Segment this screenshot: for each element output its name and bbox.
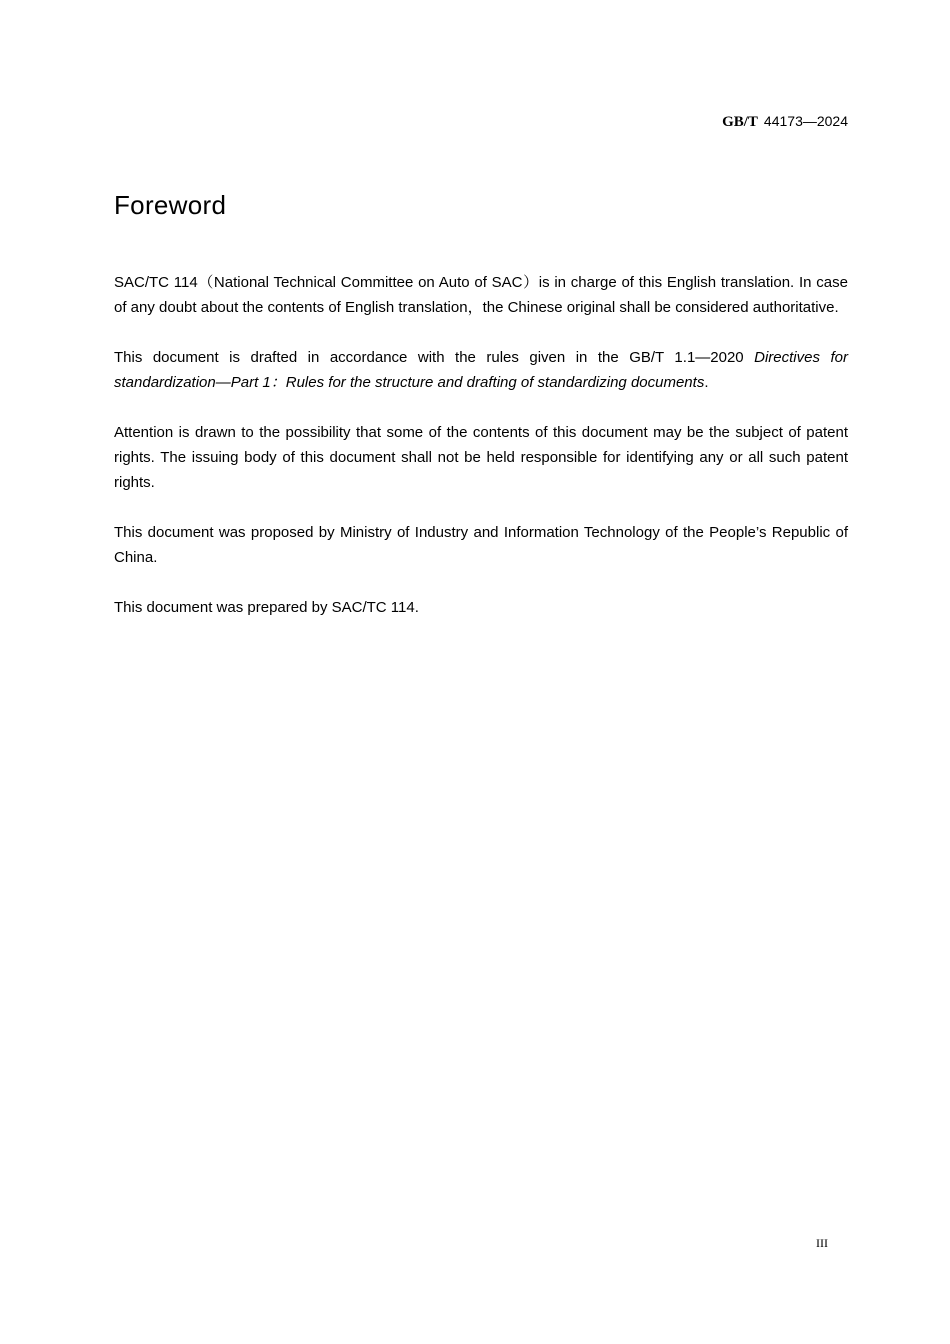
paragraph-patent-notice: Attention is drawn to the possibility that some of the contents of this document may be the subject of patent rights. The issuing body of this document shall not be held responsible for identifying any or all such patent rights.	[114, 424, 848, 491]
drafting-rules-title: Directives for standardization—Part 1：Rules for the structure and drafting of standardizing documents	[114, 349, 848, 391]
standard-code: 44173—2024	[763, 113, 848, 129]
foreword-body	[114, 270, 848, 645]
page-title: Foreword	[114, 190, 227, 220]
paragraph-translation-note: SAC/TC 114（National Technical Committee on Auto of SAC）is in charge of this English translation. In case of any doubt about the contents of English translation，the Chinese original shall be considered authoritative.	[114, 274, 848, 316]
paragraph-prepared-by: This document was prepared by SAC/TC 114.	[114, 599, 419, 616]
paragraph-proposed-by: This document was proposed by Ministry of Industry and Information Technology of the People’s Republic of China.	[114, 524, 848, 566]
standard-number	[722, 113, 848, 131]
standard-prefix: GB/T	[722, 114, 758, 130]
page-number: III	[816, 1236, 828, 1250]
drafting-rules-lead: This document is drafted in accordance with the rules given in the GB/T 1.1—2020	[114, 349, 755, 366]
paragraph-drafting-rules	[114, 345, 848, 395]
drafting-rules-tail: .	[704, 374, 709, 391]
